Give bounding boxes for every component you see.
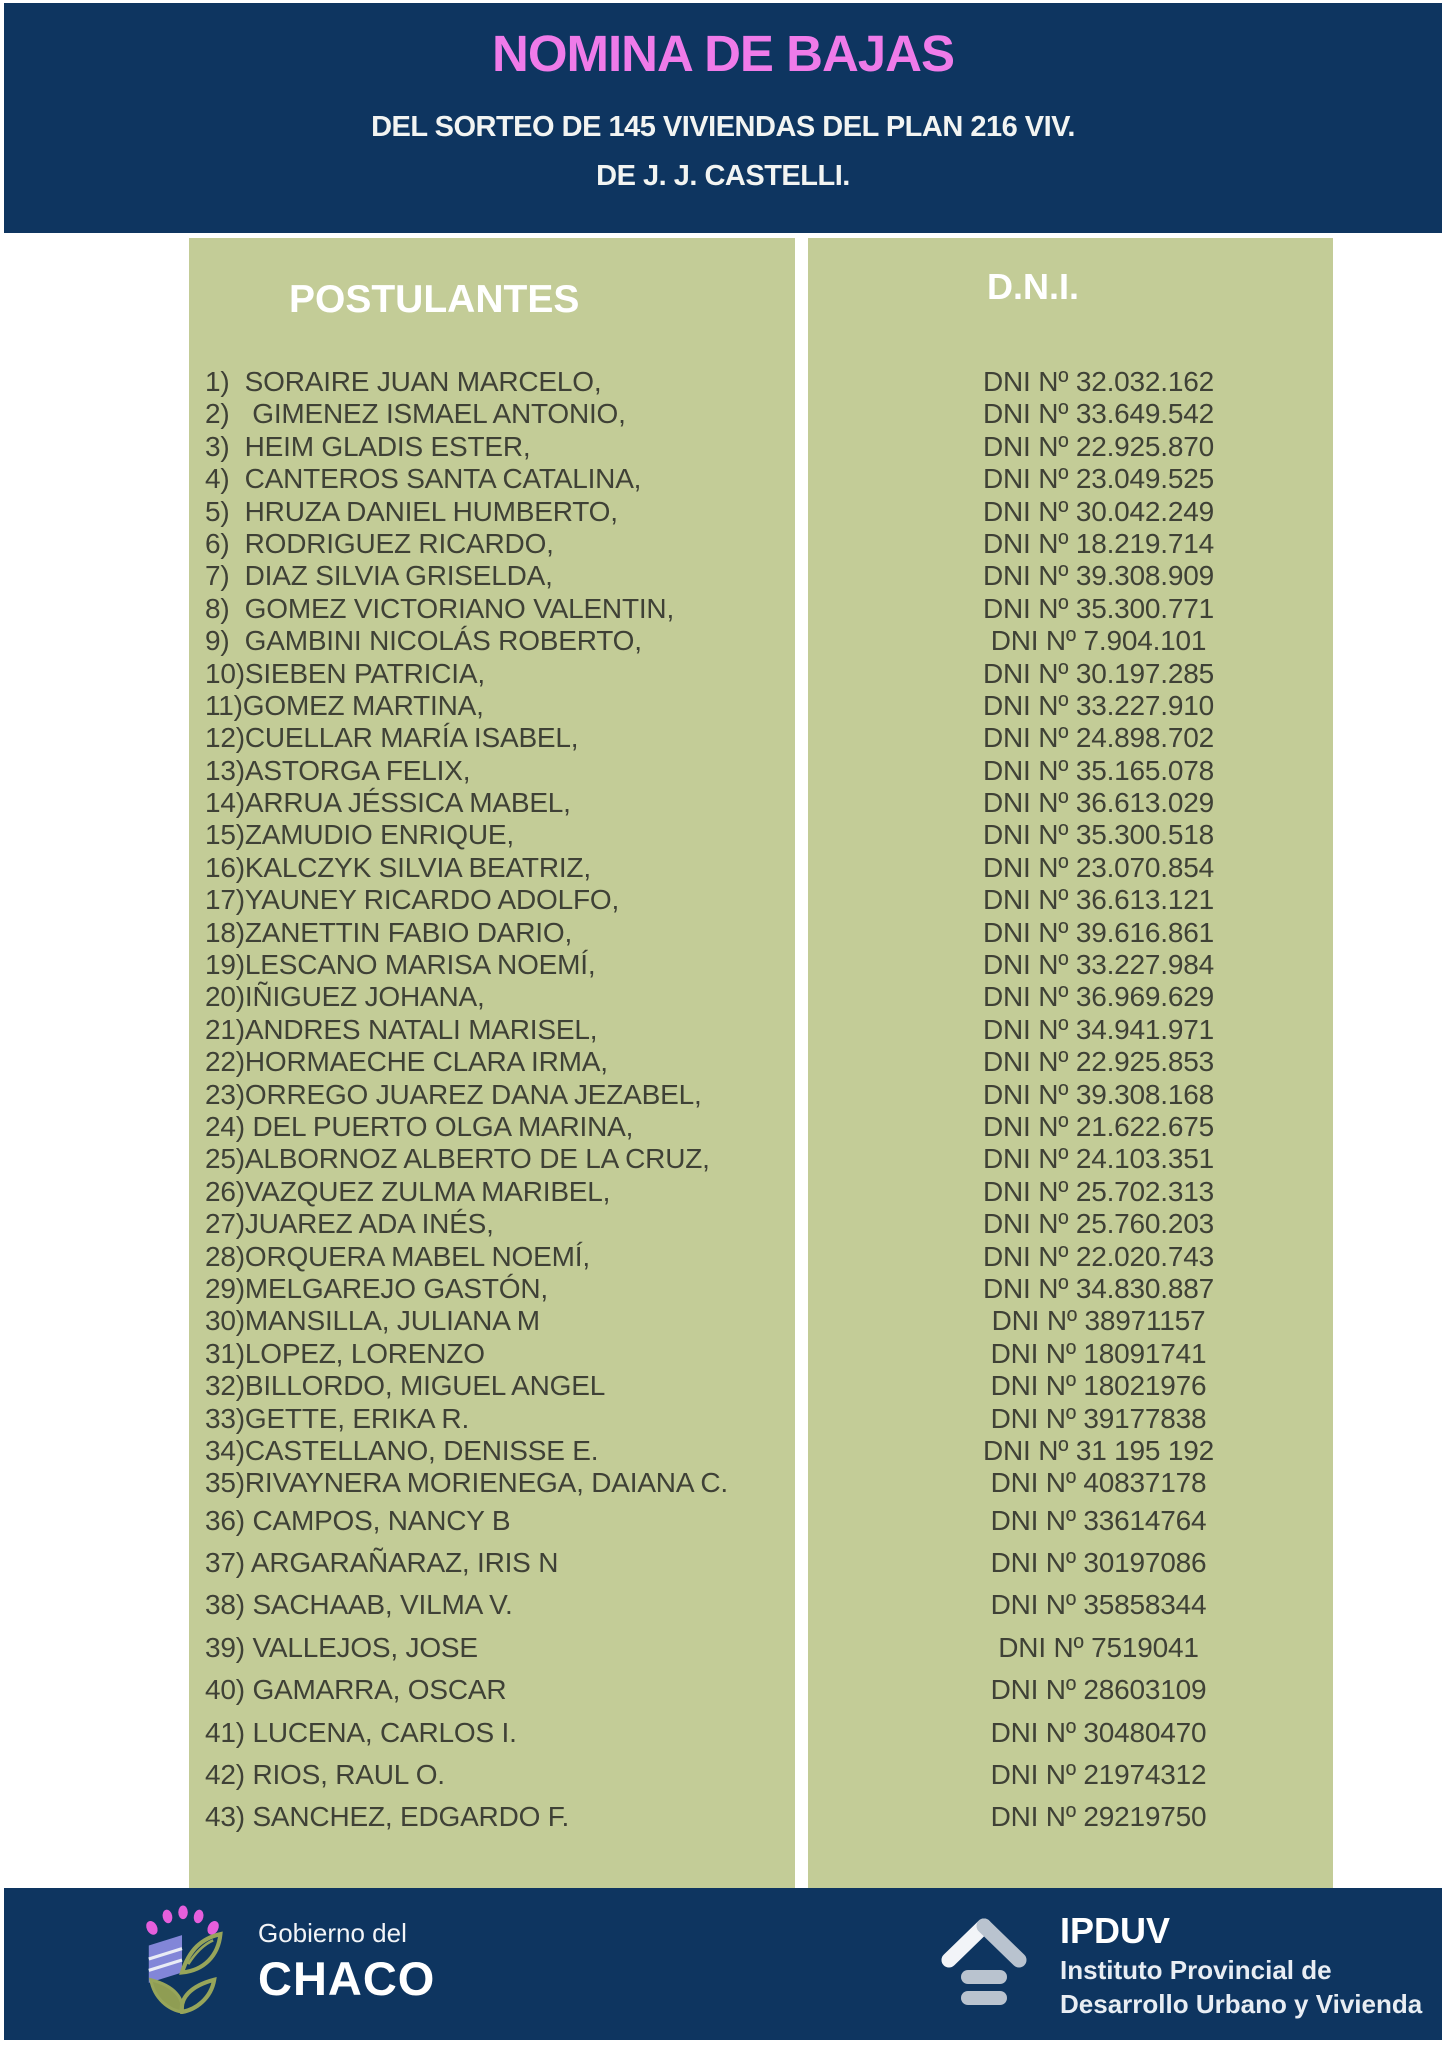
dni-row: DNI Nº 36.969.629 bbox=[983, 981, 1214, 1013]
dni-row: DNI Nº 24.103.351 bbox=[983, 1143, 1214, 1175]
postulante-row: 27)JUAREZ ADA INÉS, bbox=[205, 1208, 494, 1240]
chaco-government-label: Gobierno del bbox=[258, 1917, 407, 1948]
postulante-row: 42) RIOS, RAUL O. bbox=[205, 1759, 445, 1791]
dni-column-header: D.N.I. bbox=[987, 266, 1080, 307]
postulante-row: 10)SIEBEN PATRICIA, bbox=[205, 657, 485, 689]
postulante-row: 23)ORREGO JUAREZ DANA JEZABEL, bbox=[205, 1078, 702, 1110]
postulante-row: 4) CANTEROS SANTA CATALINA, bbox=[205, 463, 642, 495]
dni-row: DNI Nº 7.904.101 bbox=[990, 625, 1207, 657]
ipduv-logo-text bbox=[1060, 1910, 1422, 2020]
dni-row: DNI Nº 39177838 bbox=[990, 1402, 1207, 1434]
dni-row: DNI Nº 23.049.525 bbox=[983, 463, 1214, 495]
dni-row: DNI Nº 18091741 bbox=[990, 1337, 1207, 1369]
postulante-row: 18)ZANETTIN FABIO DARIO, bbox=[205, 916, 573, 948]
postulante-row: 24) DEL PUERTO OLGA MARINA, bbox=[205, 1110, 634, 1142]
dni-row: DNI Nº 40837178 bbox=[990, 1467, 1207, 1499]
postulante-row: 30)MANSILLA, JULIANA M bbox=[205, 1305, 540, 1337]
dni-row: DNI Nº 29219750 bbox=[990, 1801, 1207, 1833]
dni-row: DNI Nº 22.925.853 bbox=[983, 1046, 1214, 1078]
dni-row: DNI Nº 21.622.675 bbox=[983, 1110, 1214, 1142]
postulante-row: 34)CASTELLANO, DENISSE E. bbox=[205, 1434, 599, 1466]
ipduv-acronym-label: IPDUV bbox=[1060, 1910, 1171, 1951]
postulante-row: 31)LOPEZ, LORENZO bbox=[205, 1337, 485, 1369]
postulante-row: 36) CAMPOS, NANCY B bbox=[205, 1504, 511, 1536]
postulante-row: 3) HEIM GLADIS ESTER, bbox=[205, 430, 531, 462]
postulante-row: 2) GIMENEZ ISMAEL ANTONIO, bbox=[205, 398, 626, 430]
dni-row: DNI Nº 23.070.854 bbox=[983, 851, 1214, 883]
postulante-row: 5) HRUZA DANIEL HUMBERTO, bbox=[205, 495, 618, 527]
dni-row: DNI Nº 36.613.121 bbox=[983, 884, 1214, 916]
dni-row: DNI Nº 34.830.887 bbox=[983, 1272, 1214, 1304]
dni-row: DNI Nº 38971157 bbox=[991, 1305, 1206, 1337]
postulante-row: 15)ZAMUDIO ENRIQUE, bbox=[205, 819, 514, 851]
postulante-row: 43) SANCHEZ, EDGARDO F. bbox=[205, 1801, 570, 1833]
postulantes-panel bbox=[189, 238, 795, 1888]
dni-row: DNI Nº 18021976 bbox=[990, 1370, 1207, 1402]
postulantes-column-header: POSTULANTES bbox=[289, 278, 580, 321]
dni-row: DNI Nº 30.042.249 bbox=[983, 495, 1214, 527]
postulante-row: 13)ASTORGA FELIX, bbox=[205, 754, 471, 786]
dni-row: DNI Nº 33.227.910 bbox=[983, 689, 1214, 721]
dni-row: DNI Nº 39.616.861 bbox=[983, 916, 1214, 948]
dni-row: DNI Nº 30480470 bbox=[990, 1716, 1207, 1748]
postulante-row: 41) LUCENA, CARLOS I. bbox=[205, 1716, 517, 1748]
chaco-logo-text bbox=[258, 1918, 435, 2006]
dni-row: DNI Nº 36.613.029 bbox=[983, 787, 1214, 819]
dni-row: DNI Nº 35.165.078 bbox=[983, 754, 1214, 786]
postulante-row: 6) RODRIGUEZ RICARDO, bbox=[205, 527, 554, 559]
ipduv-house-icon bbox=[934, 1913, 1034, 2018]
chaco-logo bbox=[130, 1904, 435, 2019]
dni-row: DNI Nº 35858344 bbox=[990, 1589, 1207, 1621]
ipduv-logo bbox=[934, 1910, 1422, 2020]
dni-list bbox=[808, 366, 1333, 1839]
dni-row: DNI Nº 25.702.313 bbox=[983, 1175, 1214, 1207]
dni-row: DNI Nº 25.760.203 bbox=[983, 1208, 1214, 1240]
dni-panel bbox=[808, 238, 1333, 1888]
dni-row: DNI Nº 22.020.743 bbox=[983, 1240, 1214, 1272]
postulantes-list bbox=[189, 366, 795, 1839]
dni-row: DNI Nº 33.227.984 bbox=[983, 949, 1214, 981]
header-banner bbox=[4, 3, 1442, 233]
chaco-flower-icon bbox=[130, 1904, 234, 2019]
postulante-row: 17)YAUNEY RICARDO ADOLFO, bbox=[205, 884, 620, 916]
dni-row: DNI Nº 22.925.870 bbox=[983, 430, 1214, 462]
postulante-row: 16)KALCZYK SILVIA BEATRIZ, bbox=[205, 851, 591, 883]
dni-row: DNI Nº 35.300.771 bbox=[983, 592, 1214, 624]
dni-row: DNI Nº 34.941.971 bbox=[983, 1013, 1214, 1045]
dni-row: DNI Nº 21974312 bbox=[990, 1759, 1207, 1791]
page-title: NOMINA DE BAJAS bbox=[492, 25, 954, 82]
postulante-row: 38) SACHAAB, VILMA V. bbox=[205, 1589, 513, 1621]
dni-row: DNI Nº 18.219.714 bbox=[983, 527, 1214, 559]
chaco-name-label: CHACO bbox=[258, 1951, 436, 2005]
postulante-row: 12)CUELLAR MARÍA ISABEL, bbox=[205, 722, 579, 754]
postulante-row: 33)GETTE, ERIKA R. bbox=[205, 1402, 470, 1434]
dni-row: DNI Nº 33.649.542 bbox=[983, 398, 1214, 430]
dni-row: DNI Nº 35.300.518 bbox=[983, 819, 1214, 851]
dni-row: DNI Nº 28603109 bbox=[990, 1674, 1207, 1706]
dni-row: DNI Nº 7519041 bbox=[998, 1631, 1199, 1663]
dni-row: DNI Nº 30.197.285 bbox=[983, 657, 1214, 689]
dni-row: DNI Nº 31 195 192 bbox=[983, 1434, 1214, 1466]
dni-row: DNI Nº 24.898.702 bbox=[983, 722, 1214, 754]
footer-banner bbox=[4, 1888, 1442, 2040]
subtitle-line-1: DEL SORTEO DE 145 VIVIENDAS DEL PLAN 216 VIV. bbox=[371, 111, 1075, 143]
postulante-row: 40) GAMARRA, OSCAR bbox=[205, 1674, 507, 1706]
postulante-row: 9) GAMBINI NICOLÁS ROBERTO, bbox=[205, 625, 642, 657]
dni-row: DNI Nº 32.032.162 bbox=[983, 366, 1214, 397]
ipduv-name-line-2: Desarrollo Urbano y Vivienda bbox=[1060, 1989, 1423, 2019]
dni-row: DNI Nº 30197086 bbox=[990, 1547, 1207, 1579]
postulante-row: 37) ARGARAÑARAZ, IRIS N bbox=[205, 1547, 559, 1579]
postulante-row: 32)BILLORDO, MIGUEL ANGEL bbox=[205, 1370, 606, 1402]
dni-row: DNI Nº 39.308.168 bbox=[983, 1078, 1214, 1110]
postulante-row: 35)RIVAYNERA MORIENEGA, DAIANA C. bbox=[205, 1467, 728, 1499]
subtitle-line-2: DE J. J. CASTELLI. bbox=[596, 160, 850, 192]
ipduv-name-line-1: Instituto Provincial de bbox=[1060, 1955, 1332, 1985]
postulante-row: 7) DIAZ SILVIA GRISELDA, bbox=[205, 560, 553, 592]
dni-row: DNI Nº 33614764 bbox=[990, 1504, 1207, 1536]
postulante-row: 25)ALBORNOZ ALBERTO DE LA CRUZ, bbox=[205, 1143, 710, 1175]
postulante-row: 26)VAZQUEZ ZULMA MARIBEL, bbox=[205, 1175, 611, 1207]
postulante-row: 39) VALLEJOS, JOSE bbox=[205, 1631, 478, 1663]
postulante-row: 20)IÑIGUEZ JOHANA, bbox=[205, 981, 485, 1013]
postulante-row: 21)ANDRES NATALI MARISEL, bbox=[205, 1013, 598, 1045]
postulante-row: 29)MELGAREJO GASTÓN, bbox=[205, 1272, 548, 1304]
postulante-row: 22)HORMAECHE CLARA IRMA, bbox=[205, 1046, 608, 1078]
postulante-row: 19)LESCANO MARISA NOEMÍ, bbox=[205, 949, 596, 981]
postulante-row: 1) SORAIRE JUAN MARCELO, bbox=[205, 366, 602, 397]
postulante-row: 8) GOMEZ VICTORIANO VALENTIN, bbox=[205, 592, 675, 624]
postulante-row: 28)ORQUERA MABEL NOEMÍ, bbox=[205, 1240, 590, 1272]
postulante-row: 14)ARRUA JÉSSICA MABEL, bbox=[205, 787, 571, 819]
dni-row: DNI Nº 39.308.909 bbox=[983, 560, 1214, 592]
postulante-row: 11)GOMEZ MARTINA, bbox=[205, 689, 484, 721]
